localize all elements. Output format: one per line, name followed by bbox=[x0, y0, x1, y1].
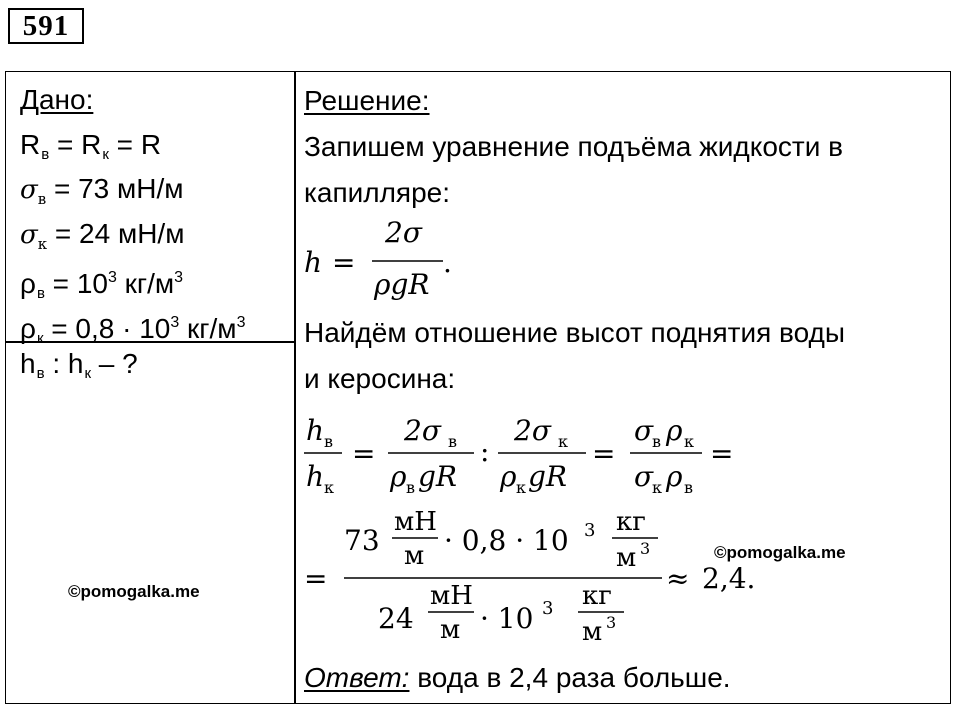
svg-text:ρgR: ρgR bbox=[374, 268, 430, 301]
svg-text:2σ: 2σ bbox=[385, 216, 422, 249]
svg-text:к: к bbox=[652, 478, 662, 497]
given-line-radius: $R_в = R_к = R$ bbox=[20, 128, 162, 163]
solution-header: Решение: bbox=[304, 85, 430, 116]
solution-line-3: Найдём отношение высот поднятия воды bbox=[304, 317, 846, 348]
answer-line bbox=[304, 662, 731, 694]
svg-text::: : bbox=[480, 435, 490, 468]
svg-text:3: 3 bbox=[640, 539, 651, 558]
svg-text:h: h bbox=[306, 414, 325, 447]
answer-text: вода в 2,4 раза больше. bbox=[409, 662, 731, 693]
svg-text:кг: кг bbox=[616, 507, 646, 537]
svg-text:в: в bbox=[406, 478, 416, 497]
svg-text:к: к bbox=[516, 478, 526, 497]
svg-text:к: к bbox=[558, 432, 568, 451]
svg-text:м: м bbox=[440, 615, 461, 645]
svg-text:· 0,8 · 10: · 0,8 · 10 bbox=[444, 524, 569, 557]
given-line-rho-water: $\rho_в = 10^3$ $кг/м^3$ bbox=[20, 268, 184, 302]
svg-text:в: в bbox=[324, 432, 334, 451]
svg-text:3: 3 bbox=[542, 598, 554, 619]
svg-text:к: к bbox=[684, 432, 694, 451]
svg-text:=: = bbox=[592, 437, 616, 470]
watermark-left: ©pomogalka.me bbox=[68, 582, 200, 601]
svg-text:к: к bbox=[324, 478, 334, 497]
svg-text:в: в bbox=[684, 478, 694, 497]
svg-text:gR: gR bbox=[418, 460, 458, 493]
solution-table bbox=[5, 71, 951, 704]
svg-text:=: = bbox=[352, 437, 376, 470]
find-line: $h_в$ : $h_к$ – ? bbox=[20, 348, 138, 382]
svg-text:σ: σ bbox=[634, 460, 654, 493]
svg-text:24: 24 bbox=[378, 602, 414, 635]
formulas bbox=[6, 72, 952, 705]
svg-text:кг: кг bbox=[582, 581, 612, 611]
formula-ratio bbox=[304, 414, 733, 497]
answer-label: Ответ: bbox=[304, 662, 410, 693]
svg-text:≈: ≈ bbox=[666, 562, 690, 595]
formula-numeric bbox=[304, 507, 755, 647]
problem-number: 591 bbox=[8, 8, 84, 44]
svg-text:2σ: 2σ bbox=[404, 414, 441, 447]
svg-text:=: = bbox=[304, 562, 328, 595]
svg-text:ρ: ρ bbox=[666, 460, 683, 493]
svg-text:в: в bbox=[652, 432, 662, 451]
svg-text:м: м bbox=[404, 541, 425, 571]
given-line-sigma-kerosene: $\sigma_к = 24$ мН/м bbox=[20, 217, 185, 253]
solution-line-4: и керосина: bbox=[304, 363, 456, 394]
svg-text:м: м bbox=[582, 617, 603, 647]
svg-text:h: h bbox=[306, 460, 325, 493]
svg-text:ρ: ρ bbox=[666, 414, 683, 447]
solution-line-2: капилляре: bbox=[304, 177, 451, 208]
svg-text:· 10: · 10 bbox=[480, 602, 534, 635]
svg-text:2,4.: 2,4. bbox=[702, 562, 756, 595]
svg-text:=: = bbox=[710, 437, 734, 470]
given-header: Дано: bbox=[20, 84, 94, 115]
svg-text:3: 3 bbox=[606, 613, 617, 632]
svg-text:ρ: ρ bbox=[390, 460, 407, 493]
solution-line-1: Запишем уравнение подъёма жидкости в bbox=[304, 131, 844, 162]
given-line-rho-kerosene: $\rho_к = 0,8 \cdot 10^3$ $кг/м^3$ bbox=[20, 312, 246, 347]
svg-text:2σ: 2σ bbox=[514, 414, 551, 447]
svg-text:мН: мН bbox=[394, 507, 437, 537]
svg-text:gR: gR bbox=[528, 460, 568, 493]
svg-text:м: м bbox=[616, 543, 637, 573]
svg-text:=: = bbox=[332, 246, 356, 279]
formula-capillary-rise bbox=[304, 216, 452, 301]
svg-text:3: 3 bbox=[584, 520, 596, 541]
given-line-sigma-water: $\sigma_в = 73$ мН/м bbox=[20, 173, 184, 208]
svg-text:h: h bbox=[304, 246, 323, 279]
svg-text:.: . bbox=[443, 246, 452, 279]
svg-text:73: 73 bbox=[344, 524, 380, 557]
svg-text:σ: σ bbox=[634, 414, 654, 447]
svg-text:мН: мН bbox=[430, 581, 473, 611]
watermark-right: ©pomogalka.me bbox=[714, 543, 846, 562]
svg-text:в: в bbox=[448, 432, 458, 451]
svg-text:ρ: ρ bbox=[500, 460, 517, 493]
